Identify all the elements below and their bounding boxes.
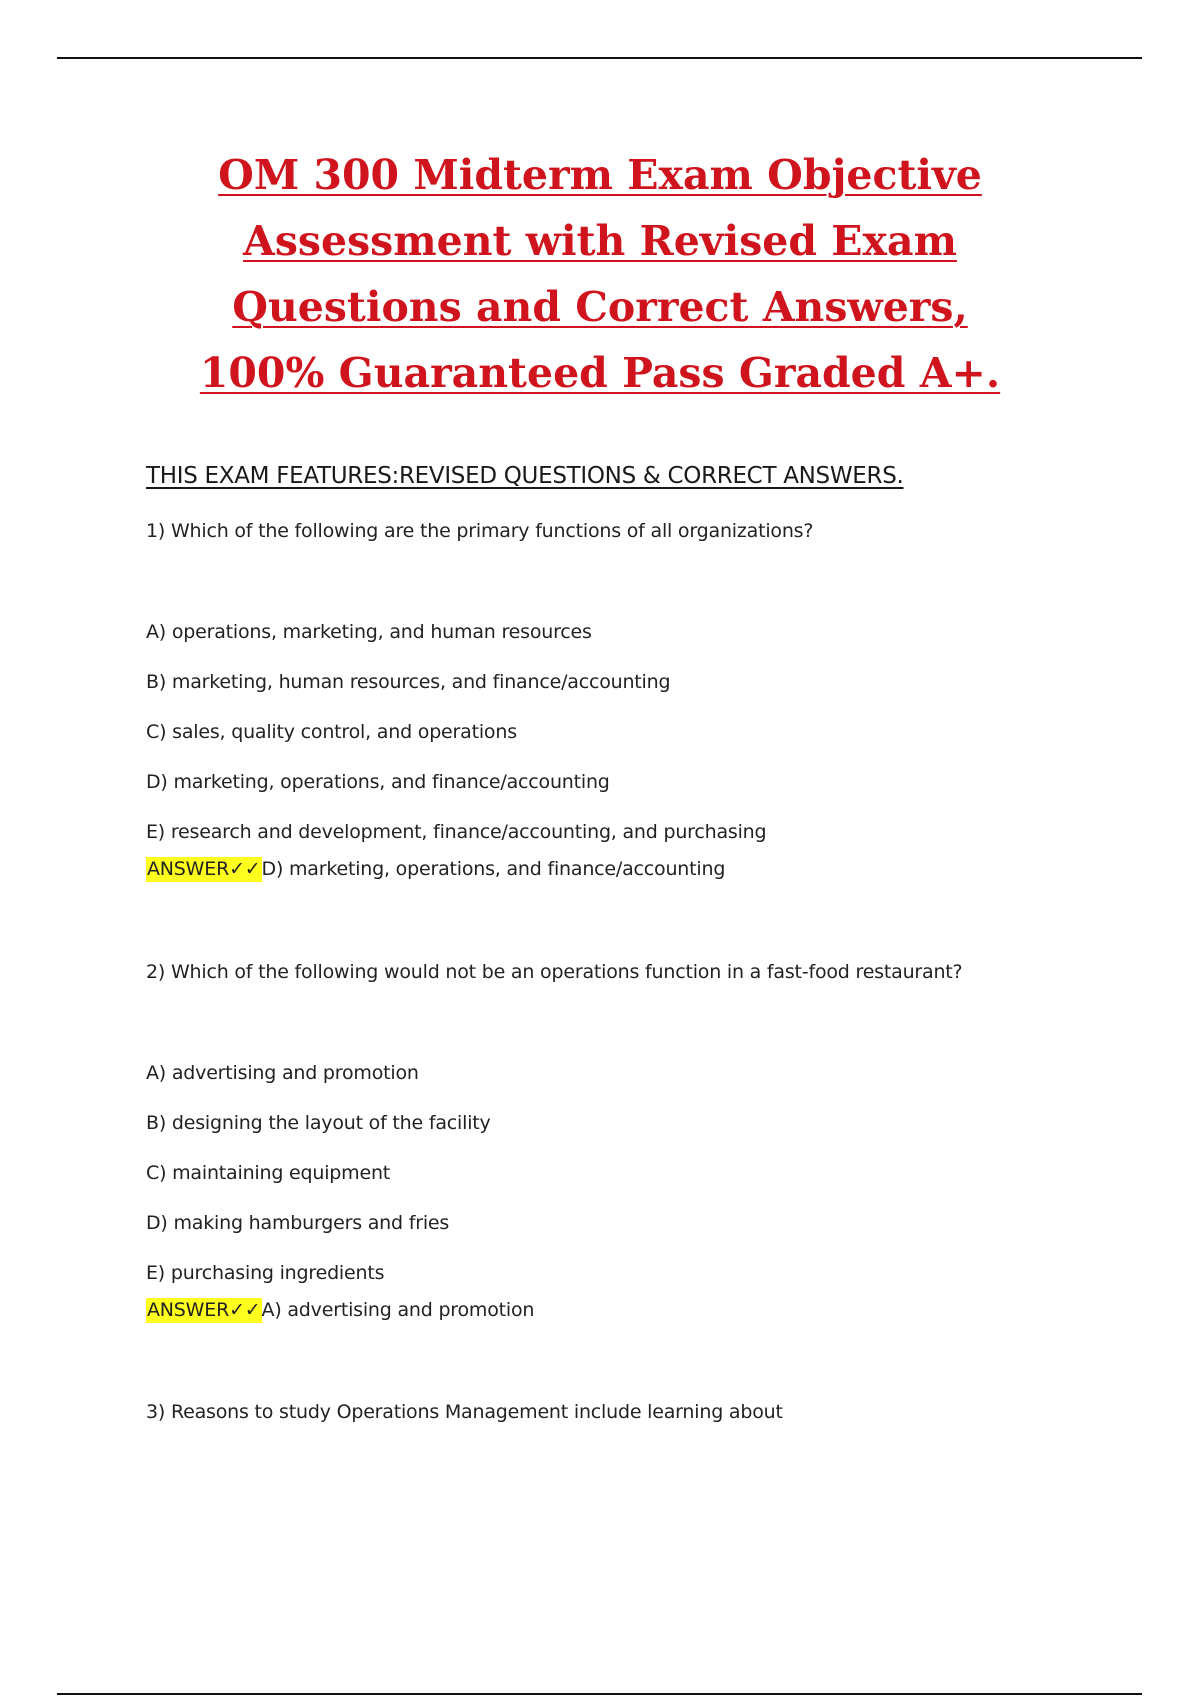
question-1-option-b: B) marketing, human resources, and finance/accounting [146,671,671,693]
question-1-answer [146,858,725,880]
question-2-option-e: E) purchasing ingredients [146,1262,385,1284]
top-rule [57,57,1142,59]
question-1-option-e: E) research and development, finance/accounting, and purchasing [146,821,767,843]
question-1-option-a: A) operations, marketing, and human resources [146,621,592,643]
answer-highlight: ANSWER✓✓ [147,858,261,880]
question-2-text: 2) Which of the following would not be an operations function in a fast-food restaurant? [146,961,963,983]
question-2-option-b: B) designing the layout of the facility [146,1112,491,1134]
title-line: Assessment with Revised Exam [243,217,957,265]
question-1-option-c: C) sales, quality control, and operations [146,721,517,743]
question-2-option-c: C) maintaining equipment [146,1162,391,1184]
title-line: 100% Guaranteed Pass Graded A+. [199,349,1001,397]
title-line: OM 300 Midterm Exam Objective [218,151,982,199]
document-title [150,142,1050,406]
answer-highlight: ANSWER✓✓ [147,1299,261,1321]
question-1-text: 1) Which of the following are the primary functions of all organizations? [146,520,814,542]
question-1-option-d: D) marketing, operations, and finance/accounting [146,771,610,793]
question-2-option-d: D) making hamburgers and fries [146,1212,450,1234]
answer-text: D) marketing, operations, and finance/accounting [261,858,726,880]
features-heading: THIS EXAM FEATURES:REVISED QUESTIONS & CORRECT ANSWERS. [146,463,904,489]
title-line: Questions and Correct Answers, [232,283,968,331]
answer-text: A) advertising and promotion [261,1299,535,1321]
question-2-answer [146,1299,534,1321]
question-2-option-a: A) advertising and promotion [146,1062,419,1084]
question-3-text: 3) Reasons to study Operations Management include learning about [146,1401,783,1423]
bottom-rule [57,1693,1142,1695]
